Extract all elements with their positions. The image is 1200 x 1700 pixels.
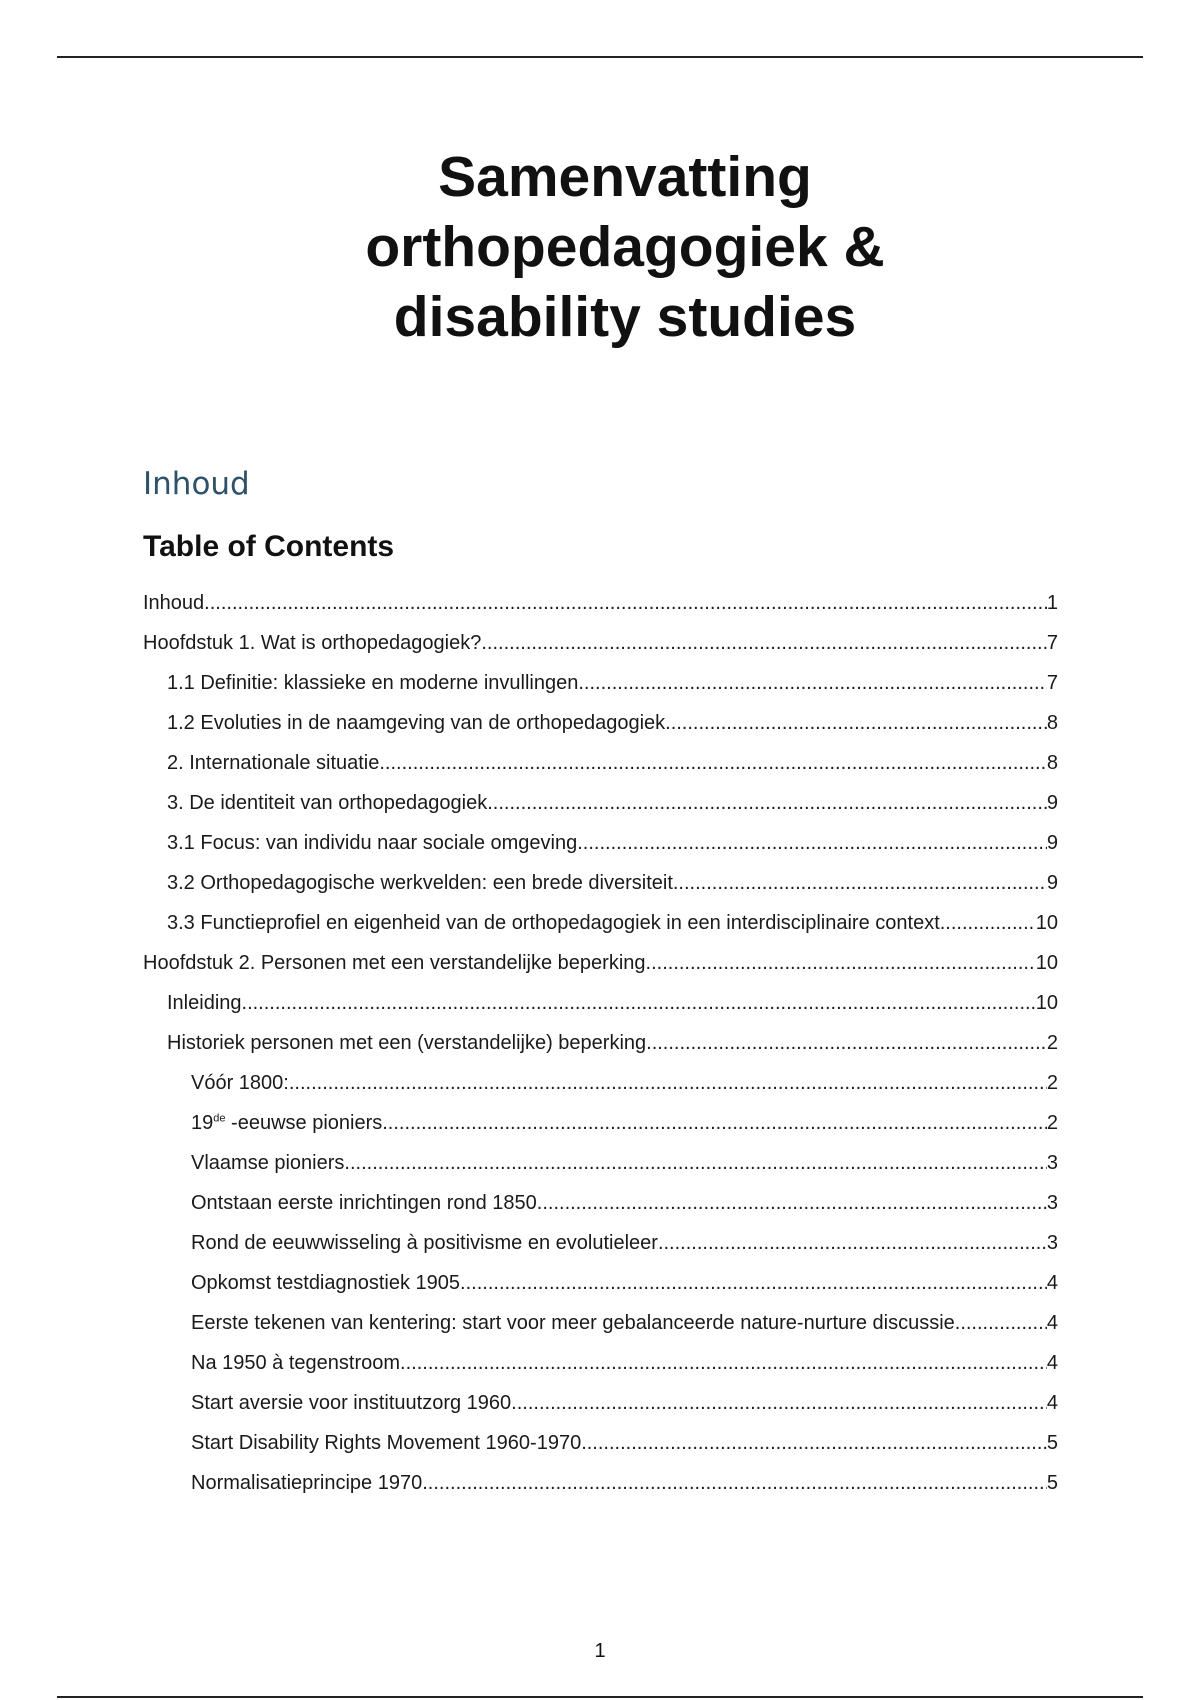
title-line-1: Samenvatting bbox=[438, 145, 812, 209]
toc-leader-dots bbox=[581, 1423, 1047, 1463]
toc-heading: Table of Contents bbox=[143, 530, 395, 563]
toc-entry[interactable] bbox=[143, 983, 1058, 1023]
toc-page-number: 10 bbox=[1035, 992, 1058, 1014]
toc-entry[interactable] bbox=[143, 1103, 1058, 1143]
title-line-2: orthopedagogiek & bbox=[365, 215, 885, 279]
toc-page-number: 4 bbox=[1046, 1352, 1058, 1374]
table-of-contents bbox=[143, 583, 1058, 1503]
toc-entry-label: Eerste tekenen van kentering: start voor meer gebalanceerde nature-nurture discussie bbox=[191, 1312, 955, 1334]
toc-entry-label: 1.1 Definitie: klassieke en moderne invullingen bbox=[167, 672, 579, 694]
toc-leader-dots bbox=[673, 863, 1047, 903]
toc-leader-dots bbox=[344, 1143, 1046, 1183]
toc-page-number: 7 bbox=[1046, 632, 1058, 654]
footer-rule bbox=[57, 1696, 1143, 1698]
toc-entry[interactable] bbox=[143, 1023, 1058, 1063]
toc-entry[interactable] bbox=[143, 1343, 1058, 1383]
toc-entry-label: Hoofdstuk 2. Personen met een verstandelijke beperking bbox=[143, 952, 646, 974]
toc-entry-text bbox=[167, 1023, 646, 1063]
toc-entry[interactable] bbox=[143, 1223, 1058, 1263]
toc-page-number: 2 bbox=[1046, 1112, 1058, 1134]
toc-page-number: 1 bbox=[1046, 592, 1058, 614]
toc-entry-label: 3.2 Orthopedagogische werkvelden: een brede diversiteit bbox=[167, 872, 673, 894]
toc-leader-dots bbox=[460, 1263, 1047, 1303]
toc-page-number: 9 bbox=[1046, 872, 1058, 894]
toc-entry[interactable] bbox=[143, 1263, 1058, 1303]
toc-entry-text bbox=[143, 943, 646, 983]
toc-entry-text bbox=[191, 1143, 344, 1183]
toc-page-number: 9 bbox=[1046, 832, 1058, 854]
toc-entry-label: 3. De identiteit van orthopedagogiek bbox=[167, 792, 488, 814]
toc-entry[interactable] bbox=[143, 1303, 1058, 1343]
toc-entry[interactable] bbox=[143, 703, 1058, 743]
toc-entry-label: 1.2 Evoluties in de naamgeving van de orthopedagogiek bbox=[167, 712, 666, 734]
toc-entry-text bbox=[167, 863, 673, 903]
toc-leader-dots bbox=[646, 1023, 1047, 1063]
toc-leader-dots bbox=[646, 943, 1036, 983]
toc-entry-label: Vóór 1800: bbox=[191, 1072, 289, 1094]
toc-entry[interactable] bbox=[143, 1423, 1058, 1463]
toc-page-number: 5 bbox=[1046, 1432, 1058, 1454]
toc-page-number: 8 bbox=[1046, 712, 1058, 734]
toc-entry-text bbox=[167, 703, 665, 743]
toc-leader-dots bbox=[577, 823, 1047, 863]
toc-leader-dots bbox=[400, 1343, 1047, 1383]
toc-leader-dots bbox=[487, 783, 1047, 823]
toc-page-number: 10 bbox=[1035, 952, 1058, 974]
toc-entry-text bbox=[191, 1463, 422, 1503]
toc-entry-text bbox=[167, 663, 578, 703]
toc-entry-text bbox=[191, 1423, 581, 1463]
toc-entry-text bbox=[191, 1183, 537, 1223]
toc-leader-dots bbox=[481, 623, 1047, 663]
toc-leader-dots bbox=[379, 743, 1047, 783]
toc-page-number: 4 bbox=[1046, 1312, 1058, 1334]
toc-entry[interactable] bbox=[143, 1463, 1058, 1503]
toc-leader-dots bbox=[658, 1223, 1047, 1263]
toc-entry-label: Ontstaan eerste inrichtingen rond 1850 bbox=[191, 1192, 537, 1214]
toc-entry-text bbox=[143, 623, 481, 663]
toc-page-number: 4 bbox=[1046, 1272, 1058, 1294]
toc-entry-text bbox=[191, 1103, 382, 1143]
toc-entry-text bbox=[167, 903, 940, 943]
toc-entry-text bbox=[191, 1303, 955, 1343]
toc-entry-text bbox=[191, 1263, 460, 1303]
toc-entry-label: Rond de eeuwwisseling à positivisme en evolutieleer bbox=[191, 1232, 658, 1254]
toc-entry-label: Start aversie voor instituutzorg 1960 bbox=[191, 1392, 512, 1414]
toc-entry[interactable] bbox=[143, 663, 1058, 703]
toc-entry-text bbox=[167, 783, 487, 823]
toc-leader-dots bbox=[940, 903, 1036, 943]
toc-entry-label: Na 1950 à tegenstroom bbox=[191, 1352, 401, 1374]
toc-page-number: 3 bbox=[1046, 1192, 1058, 1214]
toc-entry-label: Opkomst testdiagnostiek 1905 bbox=[191, 1272, 461, 1294]
toc-leader-dots bbox=[578, 663, 1047, 703]
toc-leader-dots bbox=[204, 583, 1047, 623]
toc-entry[interactable] bbox=[143, 623, 1058, 663]
title-line-3: disability studies bbox=[393, 285, 857, 349]
toc-entry-label: Start Disability Rights Movement 1960-1970 bbox=[191, 1432, 582, 1454]
toc-page-number: 2 bbox=[1046, 1072, 1058, 1094]
toc-entry[interactable] bbox=[143, 1383, 1058, 1423]
toc-leader-dots bbox=[537, 1183, 1047, 1223]
toc-leader-dots bbox=[382, 1103, 1047, 1143]
toc-entry-text bbox=[191, 1383, 511, 1423]
toc-page-number: 3 bbox=[1046, 1152, 1058, 1174]
inhoud-heading: Inhoud bbox=[143, 466, 250, 502]
toc-entry[interactable] bbox=[143, 1143, 1058, 1183]
toc-entry-label: Vlaamse pioniers bbox=[191, 1152, 345, 1174]
toc-page-number: 3 bbox=[1046, 1232, 1058, 1254]
toc-leader-dots bbox=[955, 1303, 1047, 1343]
toc-page-number: 2 bbox=[1046, 1032, 1058, 1054]
toc-entry[interactable] bbox=[143, 1183, 1058, 1223]
toc-entry[interactable] bbox=[143, 823, 1058, 863]
toc-entry-label: Inhoud bbox=[143, 592, 205, 614]
document-title bbox=[300, 142, 950, 352]
toc-entry[interactable] bbox=[143, 1063, 1058, 1103]
toc-entry-label-suffix: -eeuwse pioniers bbox=[225, 1112, 383, 1134]
toc-entry-label: 3.1 Focus: van individu naar sociale omgeving bbox=[167, 832, 578, 854]
toc-entry-text bbox=[143, 583, 204, 623]
toc-entry-text bbox=[191, 1063, 289, 1103]
toc-entry-label: Hoofdstuk 1. Wat is orthopedagogiek? bbox=[143, 632, 482, 654]
toc-entry-label: 3.3 Functieprofiel en eigenheid van de orthopedagogiek in een interdisciplinaire context bbox=[167, 912, 940, 934]
toc-leader-dots bbox=[665, 703, 1047, 743]
toc-entry-superscript: de bbox=[213, 1112, 226, 1125]
toc-entry-text bbox=[167, 743, 379, 783]
toc-entry-label: 2. Internationale situatie bbox=[167, 752, 380, 774]
toc-page-number: 4 bbox=[1046, 1392, 1058, 1414]
toc-entry-text bbox=[191, 1223, 658, 1263]
header-rule bbox=[57, 56, 1143, 58]
toc-entry-label: 19 bbox=[191, 1112, 214, 1134]
toc-entry-text bbox=[167, 983, 242, 1023]
toc-page-number: 5 bbox=[1046, 1472, 1058, 1494]
toc-entry[interactable] bbox=[143, 783, 1058, 823]
toc-entry[interactable] bbox=[143, 743, 1058, 783]
page-number: 1 bbox=[594, 1640, 606, 1662]
toc-leader-dots bbox=[242, 983, 1036, 1023]
toc-page-number: 10 bbox=[1035, 912, 1058, 934]
toc-entry[interactable] bbox=[143, 863, 1058, 903]
toc-entry[interactable] bbox=[143, 903, 1058, 943]
toc-entry-text bbox=[191, 1343, 400, 1383]
toc-page-number: 7 bbox=[1046, 672, 1058, 694]
toc-entry-label: Normalisatieprincipe 1970 bbox=[191, 1472, 423, 1494]
toc-entry[interactable] bbox=[143, 583, 1058, 623]
toc-entry-label: Inleiding bbox=[167, 992, 242, 1014]
toc-entry-label: Historiek personen met een (verstandelijke) beperking bbox=[167, 1032, 647, 1054]
toc-page-number: 8 bbox=[1046, 752, 1058, 774]
toc-leader-dots bbox=[289, 1063, 1047, 1103]
toc-page-number: 9 bbox=[1046, 792, 1058, 814]
toc-entry-text bbox=[167, 823, 577, 863]
toc-entry[interactable] bbox=[143, 943, 1058, 983]
toc-leader-dots bbox=[511, 1383, 1047, 1423]
toc-leader-dots bbox=[422, 1463, 1047, 1503]
